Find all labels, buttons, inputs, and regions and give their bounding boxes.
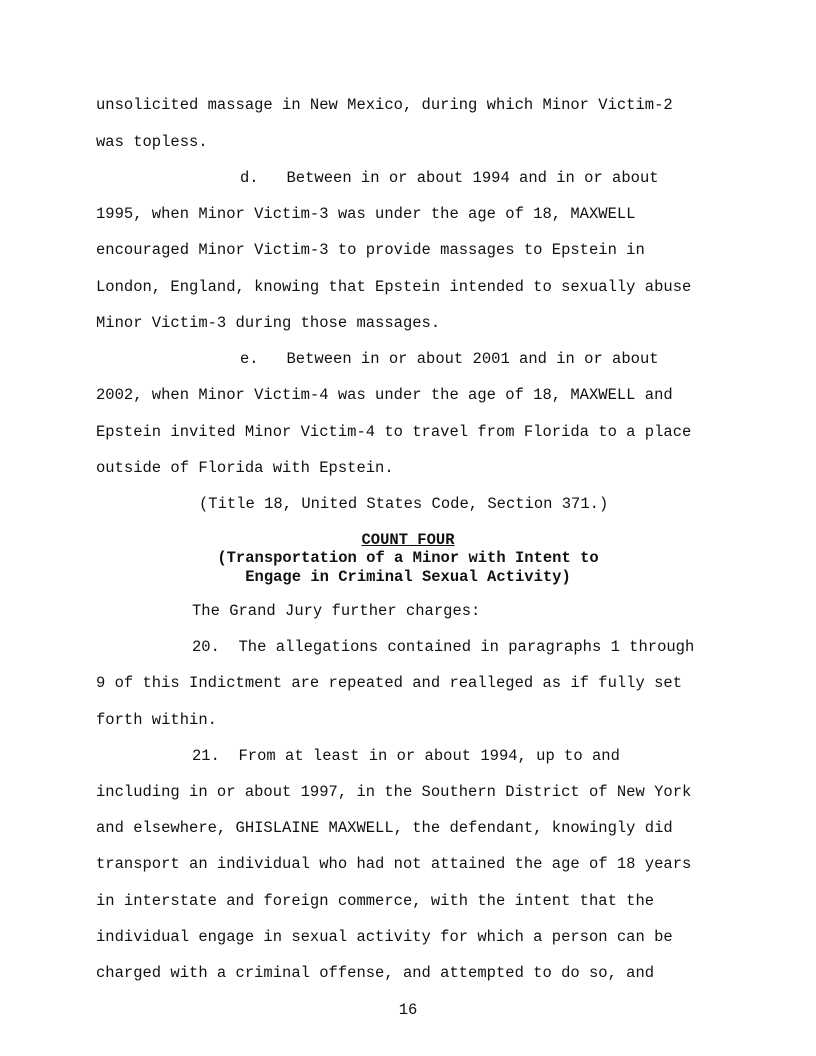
count-subheading: (Transportation of a Minor with Intent to (217, 549, 599, 567)
paragraph-20: 20. The allegations contained in paragraphs 1 through (192, 638, 695, 656)
text-line: 1995, when Minor Victim-3 was under the age of 18, MAXWELL (96, 205, 636, 223)
text-line: unsolicited massage in New Mexico, during which Minor Victim-2 (96, 96, 673, 114)
text-line: in interstate and foreign commerce, with the intent that the (96, 892, 655, 910)
text-line: Epstein invited Minor Victim-4 to travel from Florida to a place (96, 423, 692, 441)
count-heading: COUNT FOUR (361, 531, 455, 549)
subparagraph-e: e. Between in or about 2001 and in or about (240, 350, 659, 368)
statute-citation: (Title 18, United States Code, Section 371.) (199, 495, 609, 513)
text-line: and elsewhere, GHISLAINE MAXWELL, the defendant, knowingly did (96, 819, 673, 837)
text-line: was topless. (96, 133, 208, 151)
count-subheading: Engage in Criminal Sexual Activity) (245, 568, 571, 586)
text-line: outside of Florida with Epstein. (96, 459, 394, 477)
subparagraph-d: d. Between in or about 1994 and in or about (240, 169, 659, 187)
text-line: The Grand Jury further charges: (192, 602, 481, 620)
text-line: Minor Victim-3 during those massages. (96, 314, 441, 332)
paragraph-21: 21. From at least in or about 1994, up to and (192, 747, 620, 765)
text-line: encouraged Minor Victim-3 to provide massages to Epstein in (96, 241, 645, 259)
text-line: including in or about 1997, in the Southern District of New York (96, 783, 692, 801)
text-line: transport an individual who had not attained the age of 18 years (96, 855, 692, 873)
text-line: individual engage in sexual activity for which a person can be (96, 928, 673, 946)
page-number: 16 (398, 1001, 418, 1019)
text-line: 2002, when Minor Victim-4 was under the age of 18, MAXWELL and (96, 386, 673, 404)
text-line: forth within. (96, 711, 217, 729)
text-line: 9 of this Indictment are repeated and realleged as if fully set (96, 674, 682, 692)
text-line: London, England, knowing that Epstein intended to sexually abuse (96, 278, 692, 296)
text-line: charged with a criminal offense, and attempted to do so, and (96, 964, 655, 982)
